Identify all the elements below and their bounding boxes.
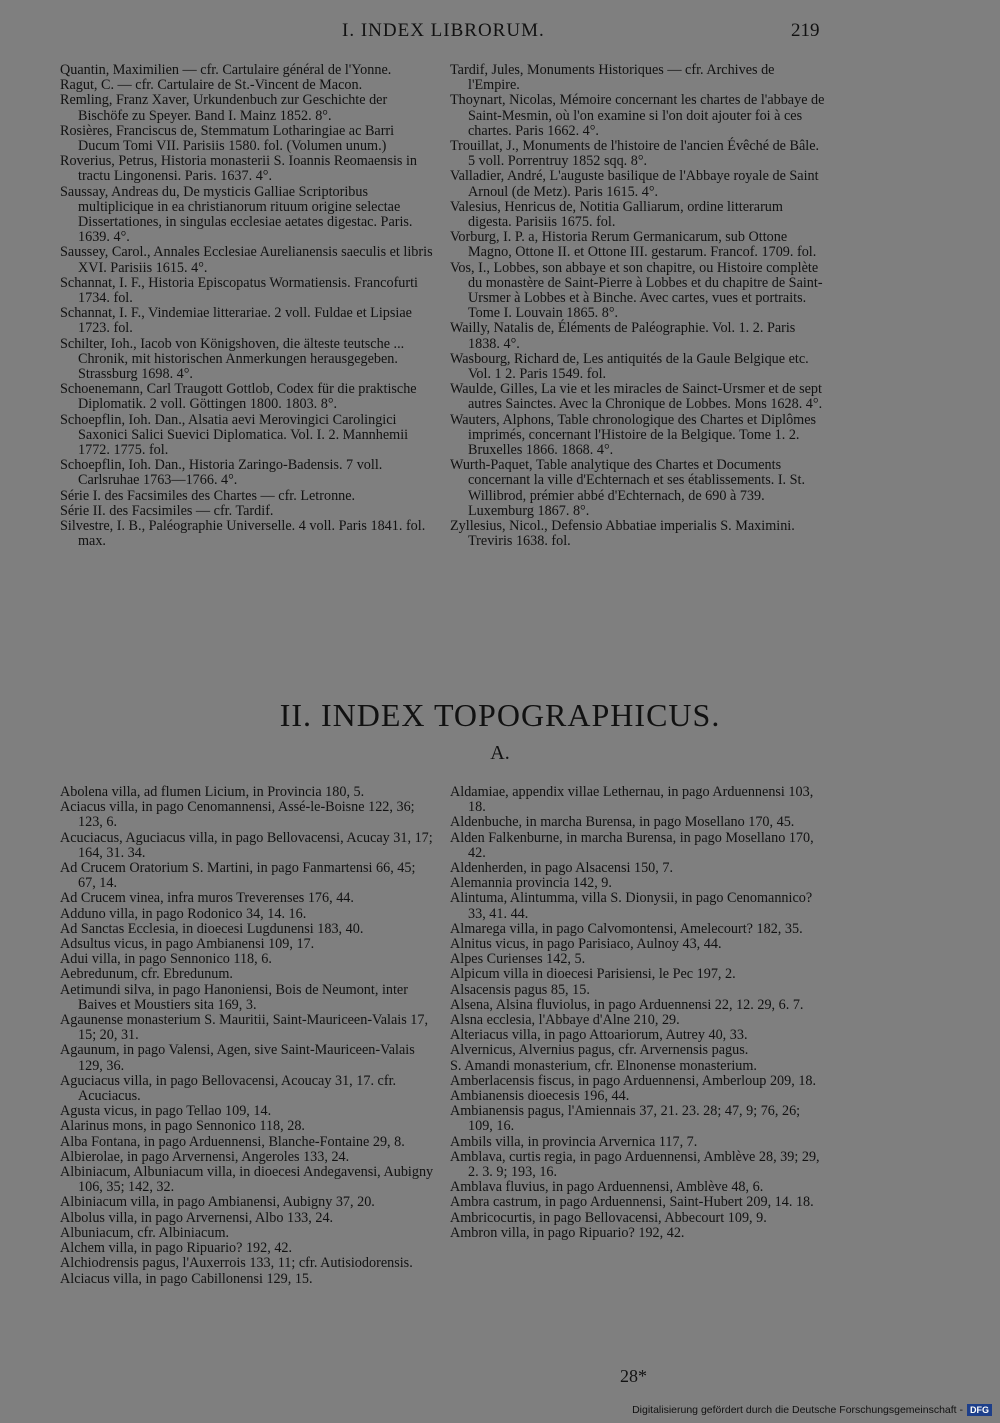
- index-entry: Thoynart, Nicolas, Mémoire concernant les chartes de l'abbaye de Saint-Mesmin, où l'on examine si l'on doit ajouter foi à ces chartes. Paris 1662. 4°.: [450, 92, 825, 139]
- index-entry: Alvernicus, Alvernius pagus, cfr. Arvernensis pagus.: [450, 1042, 749, 1059]
- topographicus-left-column: [60, 785, 436, 1287]
- index-entry: Alpes Curienses 142, 5.: [450, 951, 586, 968]
- running-header: I. INDEX LIBRORUM.: [342, 20, 545, 41]
- index-entry: Albiniacum, Albuniacum villa, in dioecesi Andegavensi, Aubigny 106, 35; 142, 32.: [60, 1164, 434, 1196]
- footer-text: Digitalisierung gefördert durch die Deutsche Forschungsgemeinschaft -: [632, 1404, 963, 1416]
- index-entry: Série I. des Facsimiles des Chartes — cfr. Letronne.: [60, 487, 356, 504]
- index-entry: S. Amandi monasterium, cfr. Elnonense monasterium.: [450, 1057, 757, 1074]
- index-entry: Saussay, Andreas du, De mysticis Galliae Scriptoribus multiplicique in ea christianorum rituum origine selectae Dissertationes, in singulas ecclesiae aetates digestac. Paris. 1639. 4°.: [60, 183, 413, 246]
- index-entry: Albolus villa, in pago Arvernensi, Albo 133, 24.: [60, 1209, 334, 1226]
- librorum-right-column: [450, 63, 826, 550]
- index-entry: Schoenemann, Carl Traugott Gottlob, Codex für die praktische Diplomatik. 2 voll. Göttingen 1800. 1803. 8°.: [60, 381, 417, 413]
- index-entry: Acuciacus, Aguciacus villa, in pago Bellovacensi, Acucay 31, 17; 164, 31. 34.: [60, 829, 433, 861]
- index-entry: Ad Sanctas Ecclesia, in dioecesi Lugdunensi 183, 40.: [60, 920, 364, 937]
- index-entry: Aldenbuche, in marcha Burensa, in pago Mosellano 170, 45.: [450, 814, 795, 831]
- index-entry: Schannat, I. F., Vindemiae litterariae. 2 voll. Fuldae et Lipsiae 1723. fol.: [60, 305, 412, 337]
- index-entry: Schoepflin, Ioh. Dan., Historia Zaringo-Badensis. 7 voll. Carlsruhae 1763—1766. 4°.: [60, 457, 383, 489]
- index-entry: Schilter, Ioh., Iacob von Königshoven, die älteste teutsche ... Chronik, mit historischen Anmerkungen herausgegeben. Strassburg 1698. 4°.: [60, 335, 405, 383]
- index-entry: Zyllesius, Nicol., Defensio Abbatiae imperialis S. Maximini. Treviris 1638. fol.: [450, 518, 795, 550]
- index-entry: Vos, I., Lobbes, son abbaye et son chapitre, ou Histoire complète du monastère de Saint-Pierre à Lobbes et du chapitre de Saint-Ursmer à Lobbes et à Binche. Avec cartes, vues et portraits. Tome I. Louvain 1865. 8°.: [450, 259, 823, 322]
- index-entry: Adsultus vicus, in pago Ambianensi 109, 17.: [60, 936, 315, 953]
- index-entry: Aetimundi silva, in pago Hanoniensi, Bois de Neumont, inter Baives et Moustiers sita 169, 3.: [60, 981, 408, 1013]
- index-entry: Abolena villa, ad flumen Licium, in Provincia 180, 5.: [60, 784, 365, 800]
- index-entry: Alchem villa, in pago Ripuario? 192, 42.: [60, 1240, 293, 1257]
- index-entry: Quantin, Maximilien — cfr. Cartulaire général de l'Yonne.: [60, 62, 392, 78]
- index-entry: Schannat, I. F., Historia Episcopatus Wormatiensis. Francofurti 1734. fol.: [60, 274, 418, 307]
- librorum-left-column: [60, 63, 434, 550]
- index-entry: Albierolae, in pago Arvernensi, Angeroles 133, 24.: [60, 1148, 350, 1165]
- footer: [632, 1404, 992, 1416]
- page-number: 219: [791, 20, 820, 41]
- index-entry: Remling, Franz Xaver, Urkundenbuch zur Geschichte der Bischöfe zu Speyer. Band I. Mainz 1852. 8°.: [60, 92, 388, 124]
- index-entry: Saussey, Carol., Annales Ecclesiae Aurelianensis saeculis et libris XVI. Parisiis 1615. 4°.: [60, 244, 433, 276]
- index-entry: Alintuma, Alintumma, villa S. Dionysii, in pago Cenomannico? 33, 41. 44.: [450, 890, 813, 922]
- section-letter: A.: [490, 742, 510, 764]
- index-entry: Aebredunum, cfr. Ebredunum.: [60, 966, 233, 983]
- index-entry: Aldenherden, in pago Alsacensi 150, 7.: [450, 860, 674, 877]
- index-entry: Ragut, C. — cfr. Cartulaire de St.-Vincent de Macon.: [60, 77, 363, 94]
- index-entry: Valesius, Henricus de, Notitia Galliarum, ordine litterarum digesta. Parisiis 1675. fol.: [450, 198, 783, 231]
- topographicus-right-column: [450, 785, 826, 1241]
- index-entry: Wasbourg, Richard de, Les antiquités de la Gaule Belgique etc. Vol. 1 2. Paris 1549. fol.: [450, 350, 809, 383]
- index-entry: Alba Fontana, in pago Arduennensi, Blanche-Fontaine 29, 8.: [60, 1133, 405, 1150]
- index-entry: Ambianensis dioecesis 196, 44.: [450, 1088, 630, 1105]
- index-entry: Amblava, curtis regia, in pago Arduennensi, Amblève 28, 39; 29, 2. 3. 9; 193, 16.: [450, 1148, 820, 1181]
- index-entry: Tardif, Jules, Monuments Historiques — cfr. Archives de l'Empire.: [450, 62, 775, 94]
- index-entry: Ambron villa, in pago Ripuario? 192, 42.: [450, 1224, 685, 1241]
- index-entry: Almarega villa, in pago Calvomontensi, Amelecourt? 182, 35.: [450, 920, 803, 937]
- index-entry: Alnitus vicus, in pago Parisiaco, Aulnoy 43, 44.: [450, 936, 722, 953]
- index-entry: Alsena, Alsina fluviolus, in pago Arduennensi 22, 12. 29, 6. 7.: [450, 996, 804, 1013]
- index-entry: Wailly, Natalis de, Éléments de Paléographie. Vol. 1. 2. Paris 1838. 4°.: [450, 320, 796, 352]
- dfg-logo: DFG: [967, 1404, 992, 1416]
- index-entry: Adui villa, in pago Sennonico 118, 6.: [60, 951, 272, 968]
- index-entry: Ad Crucem Oratorium S. Martini, in pago Fanmartensi 66, 45; 67, 14.: [60, 860, 416, 892]
- index-entry: Adduno villa, in pago Rodonico 34, 14. 16.: [60, 905, 307, 922]
- index-entry: Vorburg, I. P. a, Historia Rerum Germanicarum, sub Ottone Magno, Ottone II. et Ottone III. gestarum. Francof. 1709. fol.: [450, 229, 817, 261]
- index-entry: Alemannia provincia 142, 9.: [450, 875, 612, 892]
- index-entry: Aldamiae, appendix villae Lethernau, in pago Arduennensi 103, 18.: [450, 784, 814, 816]
- index-entry: Waulde, Gilles, La vie et les miracles de Sainct-Ursmer et de sept autres Sainctes. Avec la Chronique de Lobbes. Mons 1628. 4°.: [450, 381, 823, 413]
- index-entry: Alteriacus villa, in pago Attoariorum, Autrey 40, 33.: [450, 1027, 748, 1044]
- index-entry: Aciacus villa, in pago Cenomannensi, Assé-le-Boisne 122, 36; 123, 6.: [60, 799, 415, 831]
- index-entry: Alsna ecclesia, l'Abbaye d'Alne 210, 29.: [450, 1012, 680, 1029]
- index-entry: Rosières, Franciscus de, Stemmatum Lotharingiae ac Barri Ducum Tomi VII. Parisiis 1580. fol. (Volumen unum.): [60, 122, 395, 155]
- index-entry: Valladier, André, L'auguste basilique de l'Abbaye royale de Saint Arnoul (de Metz). Paris 1615. 4°.: [450, 168, 819, 200]
- index-entry: Wauters, Alphons, Table chronologique des Chartes et Diplômes imprimés, concernant l'Histoire de la Belgique. Tome 1. 2. Bruxelles 1866. 1868. 4°.: [450, 411, 817, 459]
- index-entry: Alden Falkenburne, in marcha Burensa, in pago Mosellano 170, 42.: [450, 829, 814, 861]
- index-entry: Ambra castrum, in pago Arduennensi, Saint-Hubert 209, 14. 18.: [450, 1194, 814, 1211]
- index-entry: Alchiodrensis pagus, l'Auxerrois 133, 11; cfr. Autisiodorensis.: [60, 1255, 413, 1272]
- index-entry: Alpicum villa in dioecesi Parisiensi, le Pec 197, 2.: [450, 966, 736, 983]
- index-entry: Série II. des Facsimiles — cfr. Tardif.: [60, 502, 274, 519]
- section-title: II. INDEX TOPOGRAPHICUS.: [279, 697, 721, 733]
- index-entry: Trouillat, J., Monuments de l'histoire de l'ancien Évêché de Bâle. 5 voll. Porrentruy 1852 sqq. 8°.: [450, 138, 820, 170]
- index-entry: Wurth-Paquet, Table analytique des Chartes et Documents concernant la ville d'Echternach et ses établissements. I. St. Willibrod, prémier abbé d'Echternach, de 690 à 739. Luxemburg 1867. 8°.: [450, 457, 806, 519]
- signature-mark: 28*: [620, 1366, 647, 1386]
- index-entry: Ambils villa, in provincia Arvernica 117, 7.: [450, 1133, 698, 1150]
- index-entry: Silvestre, I. B., Paléographie Universelle. 4 voll. Paris 1841. fol. max.: [60, 518, 426, 550]
- index-entry: Agaunum, in pago Valensi, Agen, sive Saint-Mauriceen-Valais 129, 36.: [60, 1042, 415, 1074]
- index-entry: Amblava fluvius, in pago Arduennensi, Amblève 48, 6.: [450, 1179, 764, 1196]
- index-entry: Ad Crucem vinea, infra muros Treverenses 176, 44.: [60, 890, 354, 907]
- index-entry: Alsacensis pagus 85, 15.: [450, 981, 590, 998]
- index-entry: Alarinus mons, in pago Sennonico 118, 28.: [60, 1118, 305, 1135]
- index-entry: Amberlacensis fiscus, in pago Arduennensi, Amberloup 209, 18.: [450, 1072, 817, 1089]
- index-entry: Alciacus villa, in pago Cabillonensi 129, 15.: [60, 1270, 313, 1287]
- index-entry: Ambianensis pagus, l'Amiennais 37, 21. 23. 28; 47, 9; 76, 26; 109, 16.: [450, 1103, 801, 1135]
- index-entry: Roverius, Petrus, Historia monasterii S. Ioannis Reomaensis in tractu Lingonensi. Paris. 1637. 4°.: [60, 153, 418, 185]
- index-entry: Albiniacum villa, in pago Ambianensi, Aubigny 37, 20.: [60, 1194, 375, 1211]
- index-entry: Ambricocurtis, in pago Bellovacensi, Abbecourt 109, 9.: [450, 1209, 767, 1226]
- index-entry: Aguciacus villa, in pago Bellovacensi, Acoucay 31, 17. cfr. Acuciacus.: [60, 1072, 397, 1105]
- index-entry: Albuniacum, cfr. Albiniacum.: [60, 1224, 230, 1241]
- index-entry: Agaunense monasterium S. Mauritii, Saint-Mauriceen-Valais 17, 15; 20, 31.: [60, 1012, 429, 1044]
- index-entry: Schoepflin, Ioh. Dan., Alsatia aevi Merovingici Carolingici Saxonici Salici Suevici Diplomatica. Vol. I. 2. Mannhemii 1772. 1775. fol.: [60, 411, 409, 459]
- index-entry: Agusta vicus, in pago Tellao 109, 14.: [60, 1103, 272, 1120]
